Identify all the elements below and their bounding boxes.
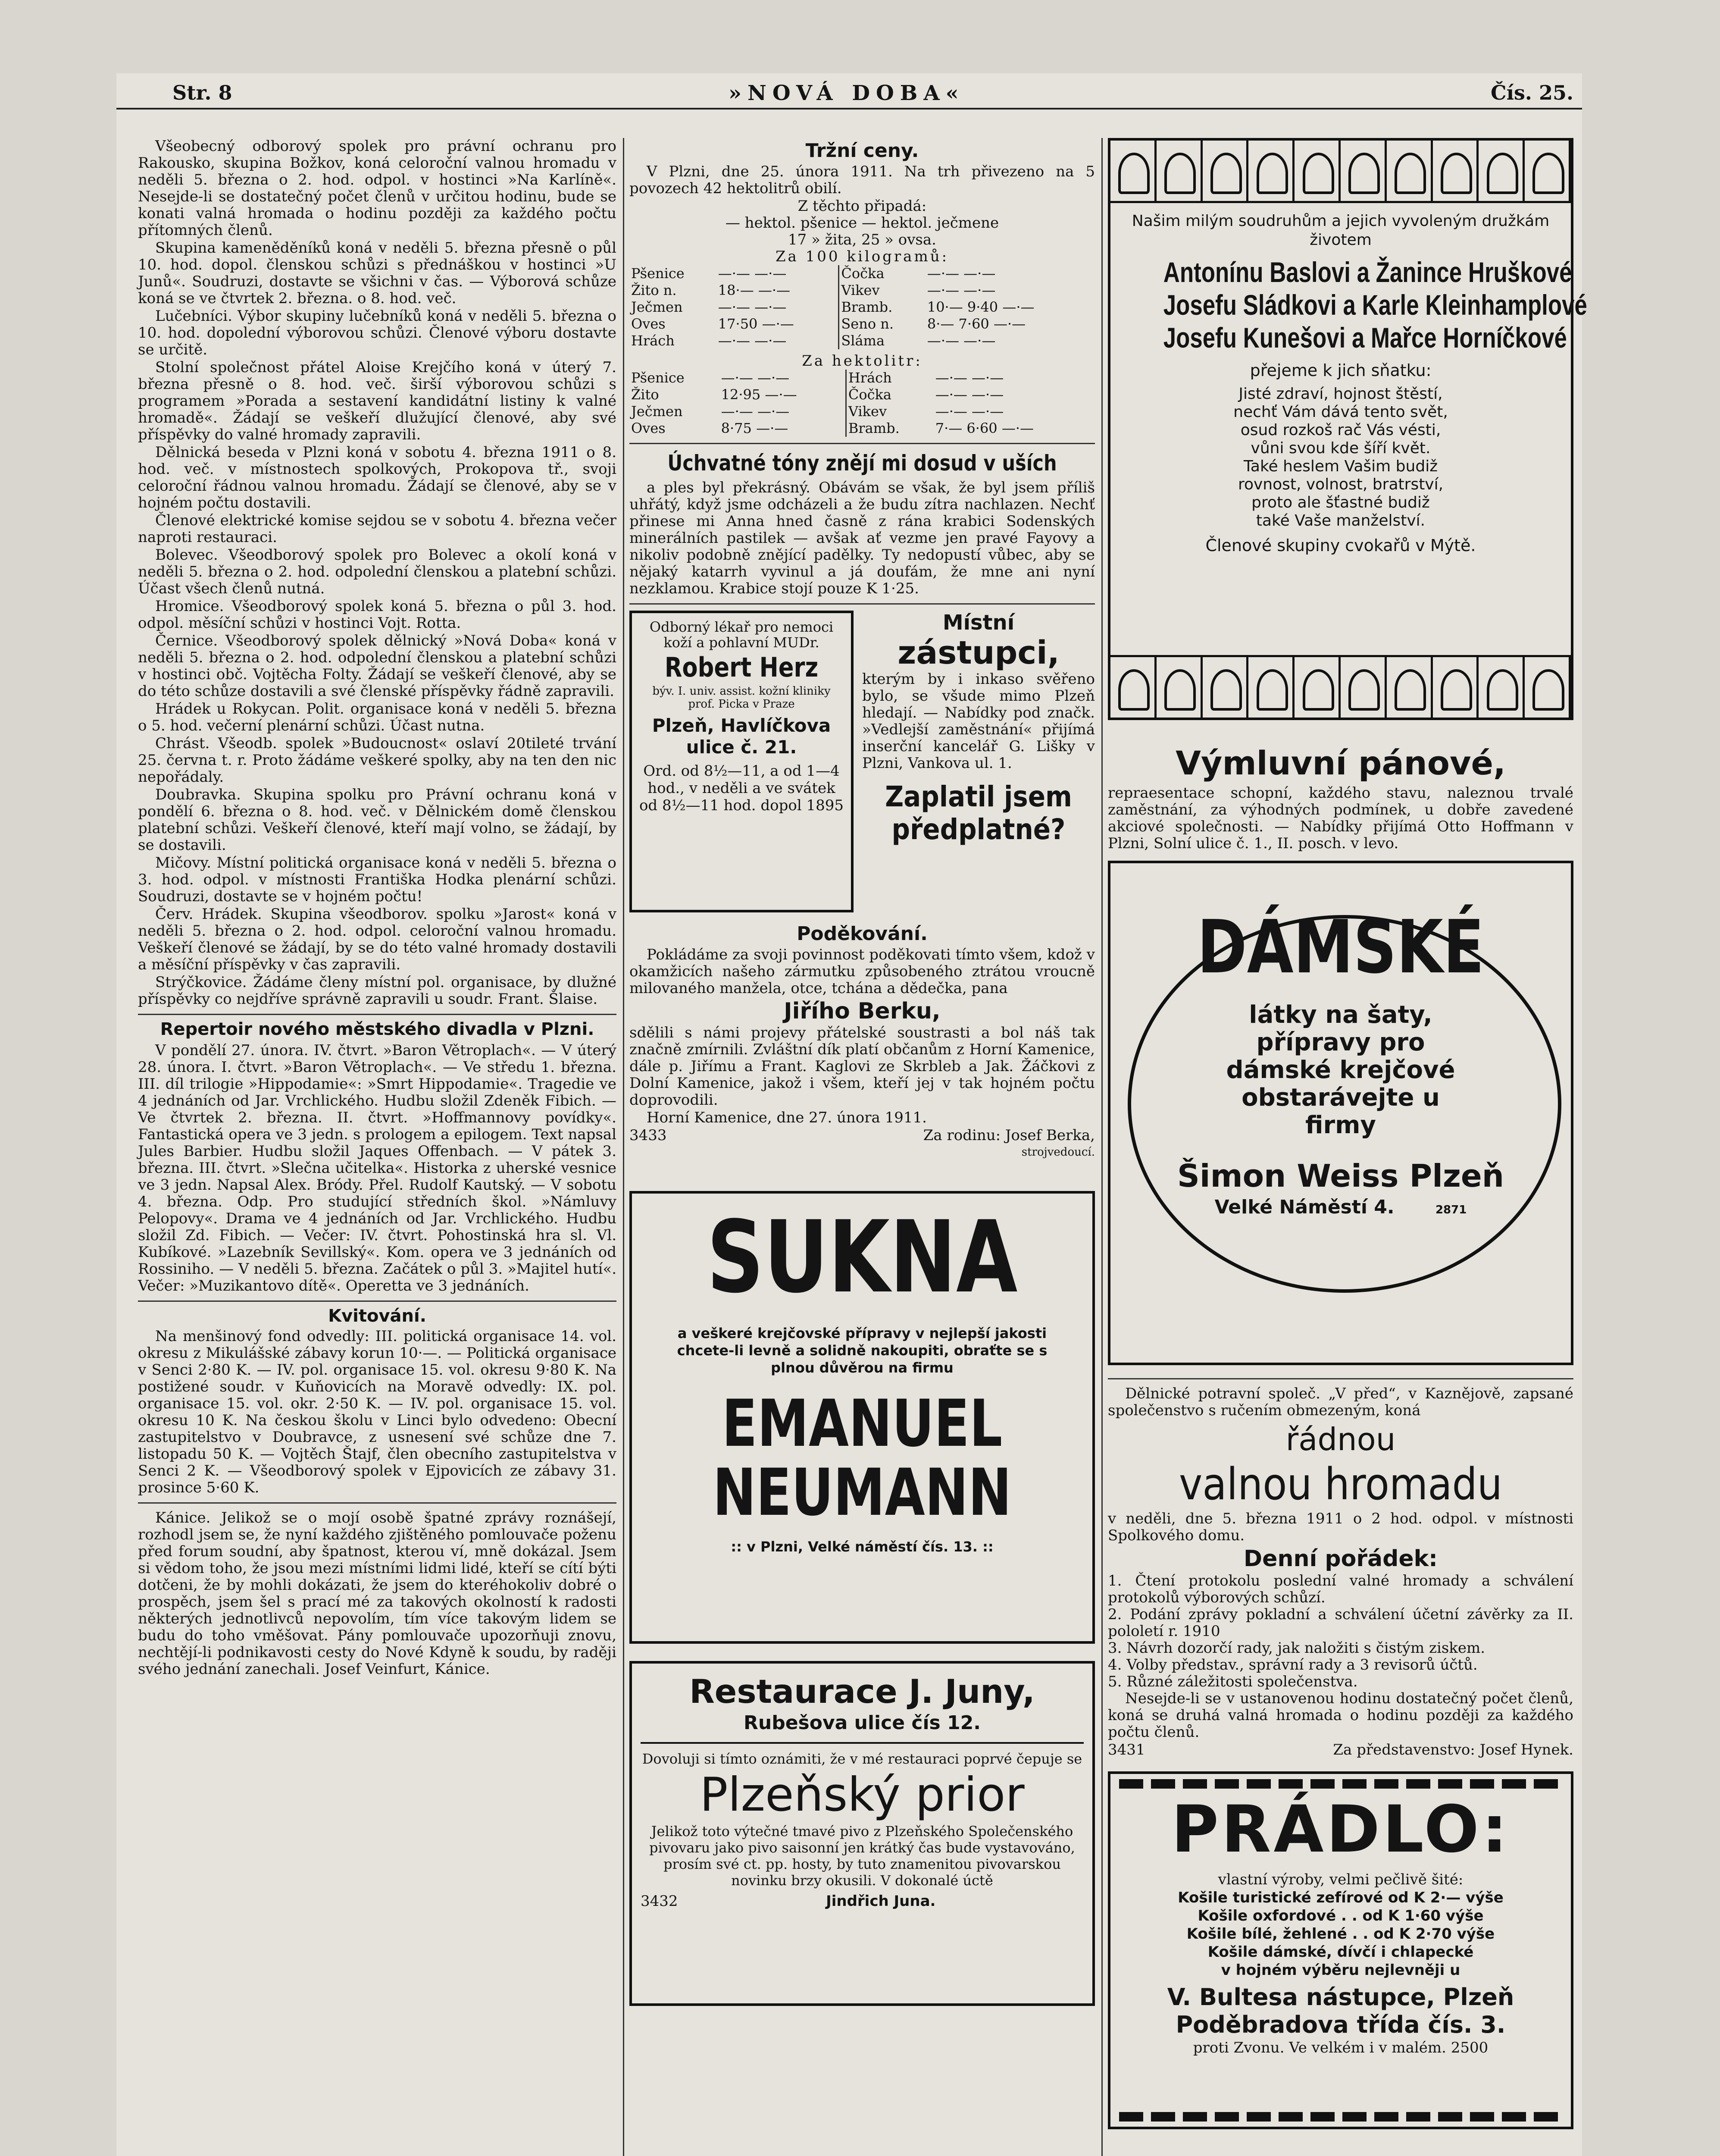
pradlo-sub: vlastní výroby, velmi pečlivě šité:: [1218, 1871, 1464, 1888]
column-divider: [1101, 138, 1103, 2156]
wedding-couple: Antonínu Baslovi a Žanince Hruškové: [1163, 256, 1572, 288]
restaurant-text: Jelikož toto výtečné tmavé pivo z Plzeňského Společenského pivovaru jako pivo saisonní jen krátký čas bude vystavováno, prosím své ct. pp. hosty, by tuto znamenitou pivovarskou novinku brzy okusili. V dokonalé úctě: [649, 1823, 1075, 1889]
page-header: [116, 73, 1582, 110]
market-sub: Z těchto připadá:: [797, 197, 927, 215]
notice-paragraph: Bolevec. Všeodborový spolek pro Bolevec a okolí koná v neděli 5. března o 2. hod. odpolední členskou a platební schůzi. Účast všech členů nutná.: [138, 546, 616, 597]
herz-address: Plzeň, Havlíčkova ulice č. 21.: [652, 715, 831, 758]
poem-line: Také heslem Vašim budiž: [1243, 458, 1438, 475]
notice-paragraph: Lučebníci. Výbor skupiny lučebníků koná v neděli 5. března o 10. hod. dopolední výborovou schůzi. Členové výboru dostavte se určitě.: [138, 307, 616, 358]
market-cell: 12·95 —·—: [721, 386, 797, 403]
receipts-text: Na menšinový fond odvedly: III. politická organisace 14. vol. okresu z Mikulášské zábavy korun 10·—. — Politická organisace v Senci 2·80 K. — IV. pol. organisace 15. vol. okresu 9·80 K. Na postižené soudr. v Kuňovicích na Moravě odvedly: IX. pol. organisace 15. vol. okr. 2·50 K. — IV. pol. organisace 15. vol. okresu 10 K. Na českou školu v Linci bylo odvedeno: Obecní zastupitelstvo v Doubravce, z usnesení své schůze dne 7. listopadu 50 K. — Vojtěch Štajf, člen obecního zastupitelstva v Senci 2 K. — Všeodborový spolek v Ejpovicích ze zábavy 31. prosince 5·60 K.: [138, 1328, 616, 1496]
market-line: — hektol. pšenice — hektol. ječmene: [725, 214, 999, 232]
market-cell: —·— —·—: [718, 265, 787, 282]
stripe-border-bottom: [1119, 2112, 1562, 2122]
coop-date: v neděli, dne 5. března 1911 o 2 hod. odpol. v místnosti Spolkového domu.: [1108, 1510, 1573, 1544]
paid-question: Zaplatil jsem předplatné?: [885, 780, 1072, 846]
restaurant-ad: [629, 1661, 1095, 2006]
market-cell: Ječmen: [631, 403, 683, 420]
pradlo-street: Poděbradova třída čís. 3.: [1176, 2011, 1506, 2038]
market-row: [629, 265, 1095, 282]
herz-prev: býv. I. univ. assist. kožní kliniky prof. Picka v Praze: [652, 685, 831, 711]
damske-text: látky na šaty, přípravy pro dámské krejčové obstarávejte u firmy: [1226, 1001, 1455, 1139]
receipts-title: Kvitování.: [328, 1306, 426, 1326]
wedding-signature: Členové skupiny cvokařů v Mýtě.: [1205, 536, 1476, 555]
restaurant-title: Restaurace J. Juny,: [689, 1672, 1035, 1711]
pradlo-items: [1119, 1889, 1562, 1979]
restaurant-street: Rubešova ulice čís 12.: [744, 1712, 981, 1734]
notice-paragraph: Hromice. Všeodborový spolek koná 5. března o půl 3. hod. odpol. měsíční schůzi v hostinci Vojt. Rotta.: [138, 598, 616, 632]
poem-line: vůni svou kde šíří květ.: [1251, 439, 1431, 457]
market-cell: Sláma: [839, 332, 926, 349]
coop-title1: řádnou: [1285, 1421, 1396, 1457]
thanks-text: Pokládáme za svoji povinnost poděkovati tímto všem, kdož v okamžicích našeho zármutku způsobeného ztrátou vroucně milovaného manžela, otce, tchána a dědečka, pana: [629, 946, 1095, 997]
market-cell: —·— —·—: [935, 370, 1004, 386]
repertoire-text: V pondělí 27. února. IV. čtvrt. »Baron Větroplach«. — V úterý 28. února. I. čtvrt. »Baron Větroplach«. — Ve středu 1. března. III. díl trilogie »Hippodamie«: »Smrt Hippodamie«. Tragedie ve 4 jednáních od Jar. Vrchlického. Hudbu složil Zdeněk Fibich. — Ve čtvrtek 2. března. II. čtvrt. »Hoffmannovy povídky«. Fantastická opera ve 3 jedn. s prologem a epilogem. Text napsal Jules Barbier. Hudbu složil Jaques Offenbach. — V pátek 3. března. III. čtvrt. »Slečna učitelka«. Historka z uherské vesnice ve 3 jedn. Napsal Alex. Bródy. Přel. Rudolf Kautský. — V sobotu 4. března. Odp. Pro studující středních škol. »Námluvy Pelopovy«. Drama ve 4 jednáních od Jar. Vrchlického. Hudbu složil Zd. Fibich. — Večer: IV. čtvrt. Pohostinská hra sl. Vl. Kubíkové. »Lazebník Sevillský«. Kom. opera ve 3 jednáních od Rossiniho. — V neděli 5. března. Začátek o půl 3. »Majitel hutí«. Večer: »Muzikantovo dítě«. Operetta ve 3 jednáních.: [138, 1042, 616, 1294]
herz-intro: Odborný lékař pro nemoci koží a pohlavní MUDr.: [649, 619, 834, 651]
market-row: [629, 282, 1095, 299]
restaurant-signature-row: [641, 1893, 1084, 1910]
sukna-text: a veškeré krejčovské přípravy v nejlepší jakosti chcete-li levně a solidně nakoupiti, obraťte se s plnou důvěrou na firmu: [677, 1325, 1048, 1376]
poem-line: Jisté zdraví, hojnost štěstí,: [1238, 385, 1443, 403]
market-cell: Hrách: [846, 370, 933, 386]
agenda-item: 2. Podání zprávy pokladní a schválení účetní závěrky za II. pololetí r. 1910: [1108, 1606, 1573, 1640]
wedding-ad: [1108, 138, 1587, 720]
market-cell: Žito: [631, 386, 659, 403]
coop-agenda: [1108, 1573, 1573, 1690]
restaurant-signature: Jindřich Juna.: [826, 1893, 936, 1910]
thanks-number: 3433: [629, 1127, 667, 1144]
agenda-item: 1. Čtení protokolu poslední valné hromady a schválení protokolů výborových schůzí.: [1108, 1572, 1573, 1606]
thanks-title: Poděkování.: [797, 923, 928, 945]
notice-paragraph: Dělnická beseda v Plzni koná v sobotu 4. března 1911 o 8. hod. več. v místnostech spolkových, Prokopova tř., svoji celoroční řádnou valnou hromadu. Žádají se členové, aby se v hojném počtu dostavili.: [138, 444, 616, 511]
market-cell: —·— —·—: [721, 370, 790, 386]
thanks-text2: sdělili s námi projevy přátelské soustrasti a bol náš tak značně zmírnili. Zvláštní dík platí občanům z Horní Kamenice, dále p. Jiřímu a Frant. Kaglovi ze Skrbleb a Jak. Žáčkovi z Dolní Kamenice, jakož i všem, kteří jej v tak hojném počtu doprovodili.: [629, 1024, 1095, 1109]
ornament-border-top: [1110, 141, 1571, 203]
newspaper-page: [116, 73, 1587, 2156]
pradlo-item: Košile turistické zefírové od K 2·— výše: [1178, 1889, 1504, 1906]
notice-paragraph: Hrádek u Rokycan. Polit. organisace koná v neděli 5. března o 5. hod. večerní plenární schůzi. Účast nutna.: [138, 700, 616, 734]
herz-name: Robert Herz: [664, 652, 819, 683]
ornament-border-bottom: [1110, 655, 1571, 718]
wedding-wish: přejeme k jich sňatku:: [1250, 361, 1432, 380]
poem-line: osud rozkoš rač Vás vésti,: [1240, 421, 1441, 439]
thanks-signature-row: [629, 1127, 1095, 1144]
market-row: [629, 316, 1095, 332]
thanks-signature: Za rodinu: Josef Berka,: [923, 1127, 1095, 1144]
market-cell: Vikev: [846, 403, 933, 420]
restaurant-number: 3432: [641, 1893, 678, 1910]
wedding-names: [1119, 256, 1587, 354]
market-cell: Oves: [631, 420, 666, 436]
coop-signature: Za představenstvo: Josef Hynek.: [1333, 1741, 1573, 1758]
market-cell: —·— —·—: [935, 403, 1004, 420]
market-cell: Oves: [631, 316, 666, 332]
market-cell: —·— —·—: [718, 332, 787, 349]
market-cell: Čočka: [839, 265, 926, 282]
local-agents-ad: [862, 611, 1095, 846]
market-row: [629, 386, 1095, 403]
damske-address: [1123, 1195, 1558, 1222]
stripe-border-top: [1119, 1779, 1562, 1789]
pradlo-title: PRÁDLO:: [1171, 1792, 1510, 1867]
thanks-name: Jiřího Berku,: [784, 998, 941, 1024]
speakers-title: Výmluvní pánové,: [1176, 744, 1506, 782]
masthead-title: »NOVÁ DOBA«: [729, 81, 965, 105]
market-cell: 7·— 6·60 —·—: [935, 420, 1034, 436]
thanks-signature-role: strojvedoucí.: [1021, 1146, 1095, 1159]
sukna-address: :: v Plzni, Velké náměstí čís. 13. ::: [731, 1539, 994, 1555]
restaurant-intro: Dovoluji si tímto oznámiti, že v mé restauraci poprvé čepuje se: [642, 1751, 1082, 1767]
market-table-hl: [629, 370, 1095, 437]
sukna-firm2: NEUMANN: [713, 1455, 1012, 1530]
market-row: [629, 370, 1095, 386]
coop-note: Nesejde-li se v ustanovenou hodinu dostatečný počet členů, koná se druhá valná hromada o hodinu později za každého počtu členů.: [1108, 1690, 1573, 1741]
coop-number: 3431: [1108, 1741, 1145, 1758]
market-cell: Hrách: [631, 332, 675, 349]
market-cell: Seno n.: [839, 316, 926, 332]
pradlo-ad: [1108, 1771, 1573, 2129]
market-cell: Bramb.: [846, 420, 933, 437]
column-1: [138, 138, 616, 1679]
pradlo-item: Košile dámské, dívčí i chlapecké: [1207, 1943, 1474, 1961]
market-intro: V Plzni, dne 25. února 1911. Na trh přivezeno na 5 povozech 42 hektolitrů obilí.: [629, 163, 1095, 197]
herz-agents-row: [629, 611, 1095, 921]
market-row: [629, 420, 1095, 437]
column-divider: [623, 138, 624, 2156]
notice-paragraph: Všeobecný odborový spolek pro právní ochranu pro Rakousko, skupina Božkov, koná celoroční valnou hromadu v neděli 5. března o 2. hod. odpol. v hostinci »Na Karlíně«. Nesejde-li se dostatečný počet členů v určitou hodinu, bude se konati valná hromada o hodinu později za každého počtu přítomných členů.: [138, 138, 616, 239]
market-cell: Čočka: [846, 386, 933, 403]
repertoire-title: Repertoir nového městského divadla v Plzni.: [160, 1019, 594, 1039]
market-cell: 8·— 7·60 —·—: [927, 316, 1026, 332]
tones-title: Úchvatné tóny znějí mi dosud v uších: [667, 451, 1057, 476]
coop-head: Dělnické potravní společ. „V před“, v Kaznějově, zapsané společenstvo s ručením obmezeným, koná: [1108, 1385, 1573, 1419]
market-cell: Bramb.: [839, 299, 926, 316]
notice-paragraph: Skupina kameněděníků koná v neděli 5. března přesně o půl 10. hod. dopol. členskou schůzi s přednáškou v hostinci »U Junů«. Soudruzi, dostavte se všichni v čas. — Výborová schůze koná se ve čtvrtek 2. března. o 8. hod. več.: [138, 239, 616, 307]
market-line: 17 » žita, 25 » ovsa.: [788, 231, 936, 248]
market-cell: Žito n.: [631, 282, 677, 298]
market-row: [629, 299, 1095, 316]
damske-ad: [1108, 861, 1573, 1365]
coop-signature-row: [1108, 1742, 1573, 1758]
coop-title2: valnou hromadu: [1179, 1459, 1503, 1510]
thanks-place: Horní Kamenice, dne 27. února 1911.: [647, 1109, 927, 1126]
market-cell: —·— —·—: [927, 265, 996, 282]
market-cell: Vikev: [839, 282, 926, 299]
poem-line: proto ale šťastné budiž: [1251, 494, 1430, 511]
market-cell: 8·75 —·—: [721, 420, 788, 436]
notice-paragraph: Doubravka. Skupina spolku pro Právní ochranu koná v pondělí 6. března o 8. hod. več. v Dělnickém domě členskou platební schůzi. Veškeří členové, kteří mají volno, se žádají, by se dostavili.: [138, 786, 616, 854]
notice-paragraph: Černice. Všeodborový spolek dělnický »Nová Doba« koná v neděli 5. března o 2. hod. odpolední členskou a platební schůzi v hostinci obč. Vojtěcha Folty. Žádají se veškeří členové, aby se do této schůze dostavili a své členské příspěvky řádně zapravili.: [138, 632, 616, 700]
issue-number: Čís. 25.: [1490, 81, 1573, 104]
agents-title2: zástupci,: [898, 634, 1060, 671]
agenda-item: 3. Návrh dozorčí rady, jak naložiti s čistým ziskem.: [1108, 1639, 1485, 1657]
page-number: Str. 8: [172, 81, 232, 104]
notice-paragraph: Strýčkovice. Žádáme členy místní pol. organisace, by dlužné příspěvky co nejdříve správně zapravili u soudr. Frant. Šlaise.: [138, 974, 616, 1008]
wedding-couple: Josefu Kunešovi a Mařce Horníčkové: [1163, 322, 1567, 354]
notice-paragraph: Chrást. Všeodb. spolek »Budoucnost« oslaví 20tileté trvání 25. června t. r. Proto žádáme veškeré spolky, aby na ten den nic nepořádaly.: [138, 735, 616, 786]
market-row: [629, 403, 1095, 420]
pradlo-item: Košile bílé, žehlené . . od K 2·70 výše: [1186, 1925, 1495, 1943]
pradlo-tail: proti Zvonu. Ve velkém i v malém. 2500: [1193, 2039, 1489, 2056]
market-cell: 17·50 —·—: [718, 316, 794, 332]
herz-ad: [629, 611, 854, 912]
market-cell: Ječmen: [631, 299, 683, 315]
agenda-item: 5. Různé záležitosti společenstva.: [1108, 1673, 1358, 1690]
market-table-kg: [629, 265, 1095, 349]
sukna-firm1: EMANUEL: [722, 1386, 1003, 1461]
kanice-notice: Kánice. Jelikož se o mojí osobě špatné zprávy roznášejí, rozhodl jsem se, že nyní každého zjištěného pomlouvače poženu před forum soudní, aby špatnost, kterou ví, mně dokázal. Jsem si vědom toho, že jsou mezi místními lidmi lidé, kteří se cítí býti dotčeni, že by mohli dokázati, že jsem do kteréhokoliv dobré o prospěch, jsem šel s prací mé za takových okolností k radosti některých jednotlivců nepovolím, tím více takovým lidem se budu do toho vměšovat. Pány pomlouvače upozorňuji znovu, nechtějí-li podnikavosti cesty do Nové Kdyně k soudu, by raději svého jednání zanechali. Josef Veinfurt, Kánice.: [138, 1509, 616, 1678]
herz-hours: Ord. od 8½—11, a od 1—4 hod., v neděli a ve svátek od 8½—11 hod. dopol 1895: [639, 762, 844, 814]
notice-paragraph: Stolní společnost přátel Aloise Krejčího koná v úterý 7. března přesně o 8. hod. več. širší výborovou schůzi s programem »Porada a sestavení kandidátní listiny k valné hromadě«. Žádají se veškeří dlužující členové, aby své příspěvky do valné hromady zapravili.: [138, 359, 616, 443]
market-title: Tržní ceny.: [805, 140, 919, 162]
notice-paragraph: Mičovy. Místní politická organisace koná v neděli 5. března o 3. hod. odpol. v místnosti Františka Hodka plenární schůzi. Soudruzi, dostavte se v hojném počtu!: [138, 854, 616, 905]
damske-number: 2871: [1435, 1203, 1467, 1216]
kg-title: Za 100 kilogramů:: [775, 248, 949, 265]
column-2: [629, 138, 1095, 2006]
column-3: [1108, 138, 1587, 2129]
pradlo-item: v hojném výběru nejlevněji u: [1221, 1962, 1460, 1979]
damske-firm: Šimon Weiss Plzeň: [1177, 1158, 1504, 1194]
market-cell: Pšenice: [631, 370, 685, 386]
wedding-intro: Našim milým soudruhům a jejich vyvoleným družkám životem: [1132, 212, 1550, 249]
beer-name: Plzeňský prior: [700, 1768, 1025, 1822]
market-row: [629, 332, 1095, 349]
sukna-ad: [629, 1191, 1095, 1644]
damske-address-text: Velké Náměstí 4.: [1214, 1196, 1395, 1218]
wedding-poem: [1119, 385, 1562, 530]
notice-paragraph: Členové elektrické komise sejdou se v sobotu 4. března večer naproti restauraci.: [138, 512, 616, 546]
market-cell: 18·— —·—: [718, 282, 791, 298]
poem-line: rovnost, volnost, bratrství,: [1238, 476, 1444, 493]
pradlo-firm: V. Bultesa nástupce, Plzeň: [1167, 1984, 1514, 2011]
speakers-text: repraesentace schopní, každého stavu, naleznou trvalé zaměstnání, za výhodných podmínek, u dobře zavedené akciové společnosti. — Nabídky přijímá Otto Hoffmann v Plzni, Solní ulice č. 1., II. posch. v levo.: [1108, 784, 1573, 852]
wedding-couple: Josefu Sládkovi a Karle Kleinhamplové: [1163, 289, 1587, 321]
agenda-item: 4. Volby představ., správní rady a 3 revisorů účtů.: [1108, 1656, 1478, 1673]
market-cell: —·— —·—: [721, 403, 790, 420]
market-cell: —·— —·—: [927, 332, 996, 349]
sukna-title: SUKNA: [707, 1200, 1018, 1315]
notice-paragraph: Červ. Hrádek. Skupina všeodborov. spolku »Jarost« koná v neděli 5. března o 2. hod. odpol. celoroční valnou hromadu. Veškeří členové se žádají, by se do této valné hromady dostavili a měsíční příspěvky v čas zapravili.: [138, 906, 616, 973]
tones-text: a ples byl překrásný. Obávám se však, že byl jsem příliš uhřátý, když jsme odcházeli a že budu zítra nachlazen. Nechť přinese mi Anna hned časně z rána krabici Sodenských minerálních pastilek — avšak ať vezme jen pravé Fayovy a nikoliv podobně znějící padělky. Ty nedopustí vůbec, aby se nějaký katarrh vyvinul a já doufám, že mne ani nyní nezklamou. Krabice stojí pouze K 1·25.: [629, 479, 1095, 597]
pradlo-item: Košile oxfordové . . od K 1·60 výše: [1198, 1907, 1484, 1924]
hl-title: Za hektolitr:: [802, 352, 923, 370]
agents-text: kterým by i inkaso svěřeno bylo, se všude mimo Plzeň hledají. — Nabídky pod značk. »Vedlejší zaměstnání« přijímá inserční kancelář G. Lišky v Plzni, Vankova ul. 1.: [862, 671, 1095, 772]
poem-line: nechť Vám dává tento svět,: [1233, 403, 1448, 421]
poem-line: také Vaše manželství.: [1256, 512, 1426, 530]
market-cell: —·— —·—: [935, 386, 1004, 403]
market-cell: 10·— 9·40 —·—: [927, 299, 1035, 315]
damske-title: DÁMSKÉ: [1197, 905, 1484, 990]
market-cell: —·— —·—: [718, 299, 787, 315]
coop-agenda-title: Denní pořádek:: [1244, 1546, 1438, 1572]
market-cell: —·— —·—: [927, 282, 996, 298]
agents-title1: Místní: [942, 611, 1015, 635]
market-cell: Pšenice: [631, 265, 685, 282]
